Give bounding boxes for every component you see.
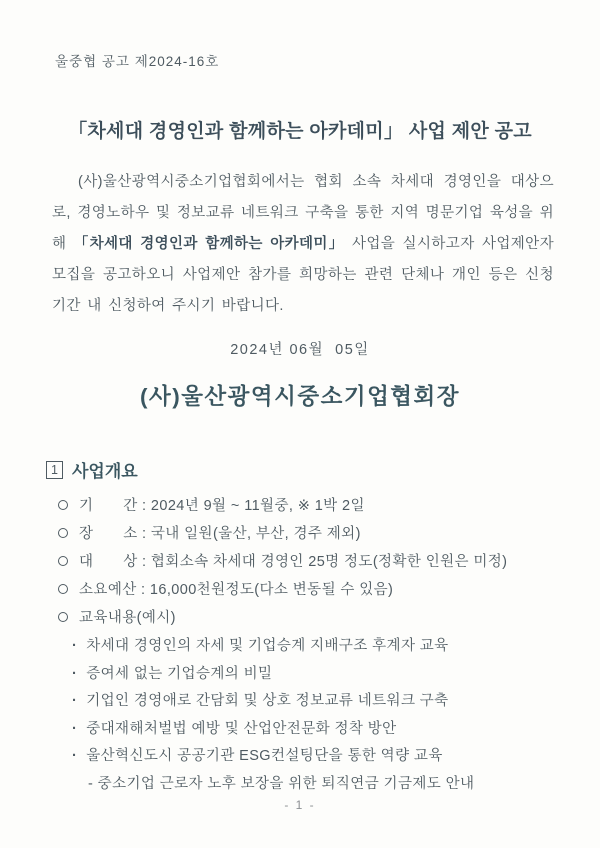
circle-bullet-icon (58, 556, 68, 566)
dot-bullet-icon: · (72, 720, 78, 737)
circle-bullet-icon (58, 612, 68, 622)
sub-note: - 중소기업 근로자 노후 보장을 위한 퇴직연금 기금제도 안내 (88, 775, 475, 792)
circle-bullet-icon (58, 528, 68, 538)
sub-list-item (72, 688, 600, 716)
sub-list-item (72, 661, 600, 689)
issuer-signature: (사)울산광역시중소기업협회장 (139, 384, 461, 409)
sub-list-item-text: 증여세 없는 기업승계의 비밀 (86, 665, 273, 682)
list-item-text: 기 간 : 2024년 9월 ~ 11월중, ※ 1박 2일 (79, 498, 365, 514)
sub-list-item-text: 기업인 경영애로 간담회 및 상호 정보교류 네트워크 구축 (86, 693, 449, 709)
sub-list-item (72, 633, 600, 661)
sub-list-item-text: 차세대 경영인의 자세 및 기업승계 지배구조 후계자 교육 (86, 638, 449, 654)
intro-text-before: (사)울산광역시중소기업협회에서는 협회 소속 차세대 경영인을 대상으로, 경영노하우 및 정보교류 네트워크 구축을 통한 지역 명문기업 육성을 위해 (52, 174, 554, 252)
doc-number: 울중협 공고 제2024-16호 (55, 54, 220, 69)
section-heading (46, 457, 600, 482)
intro-text-after: 사업을 실시하고자 사업제안자 모집을 공고하오니 사업제안 참가를 희망하는 관련 단체나 개인 등은 신청기간 내 신청하여 주시기 바랍니다. (52, 236, 554, 314)
education-content-list (72, 633, 600, 771)
document-title: 「차세대 경영인과 함께하는 아카데미」 사업 제안 공고 (68, 121, 532, 142)
list-item (58, 576, 600, 604)
sub-list-item-text: 울산혁신도시 공공기관 ESG컨설팅단을 통한 역량 교육 (86, 748, 443, 764)
intro-paragraph (52, 167, 554, 322)
overview-list (58, 492, 600, 632)
list-item-text: 장 소 : 국내 일원(울산, 부산, 경주 제외) (79, 526, 361, 542)
section-number-box: 1 (46, 461, 63, 479)
circle-bullet-icon (58, 584, 68, 594)
dot-bullet-icon: · (72, 748, 78, 764)
sub-list-item-text: 중대재해처벌법 예방 및 산업안전문화 정착 방안 (86, 720, 397, 737)
list-item-text: 교육내용(예시) (79, 610, 176, 626)
dot-bullet-icon: · (72, 665, 78, 682)
list-item-text: 소요예산 : 16,000천원정도(다소 변동될 수 있음) (79, 582, 394, 598)
intro-highlight: 「차세대 경영인과 함께하는 아카데미」 (73, 236, 345, 252)
list-item-text: 대 상 : 협회소속 차세대 경영인 25명 정도(정확한 인원은 미정) (79, 554, 508, 570)
dot-bullet-icon: · (72, 693, 78, 709)
list-item (58, 492, 600, 520)
page-number: - 1 - (284, 798, 316, 812)
sub-list-item (72, 743, 600, 771)
list-item (58, 548, 600, 576)
section-title: 사업개요 (72, 462, 138, 481)
list-item (58, 604, 600, 632)
circle-bullet-icon (58, 500, 68, 510)
announcement-date: 2024년 06월 05일 (230, 342, 370, 358)
sub-list-item (72, 716, 600, 744)
dot-bullet-icon: · (72, 638, 78, 654)
list-item (58, 520, 600, 548)
